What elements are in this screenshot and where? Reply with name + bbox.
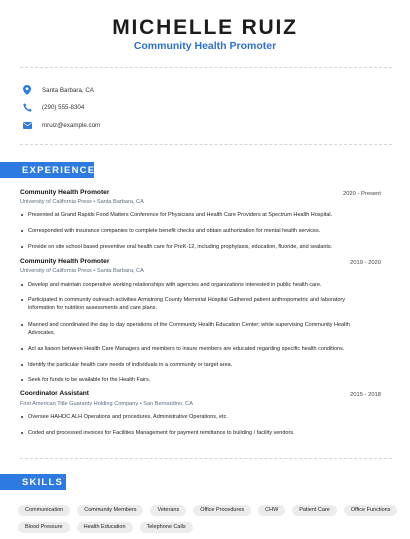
job-bullet: Coded and processed invoices for Facilities Management for payment remittance to building / facility vendors. xyxy=(28,429,368,437)
candidate-name: MICHELLE RUIZ xyxy=(112,16,298,39)
phone-icon xyxy=(22,102,32,112)
location-pin-icon xyxy=(22,85,32,95)
skills-heading: SKILLS xyxy=(0,474,66,490)
contact-email xyxy=(22,119,100,131)
experience-divider xyxy=(20,458,392,459)
job-organization: First American Title Guaranty Holding Company • San Bernardino, CA xyxy=(20,401,193,407)
job-bullet: Develop and maintain cooperative working relationships with agencies and organizations interested in public health care. xyxy=(28,281,368,289)
job-bullet: Oversee HAHOC ALH Operations and procedures, Administrative Operations, etc. xyxy=(28,413,368,421)
contact-phone xyxy=(22,101,84,113)
skill-chip: Communication xyxy=(18,505,70,516)
skills-row xyxy=(18,522,398,533)
contact-location xyxy=(22,84,94,96)
job-bullet: Corresponded with insurance companies to complete benefit checks and obtain authorization for mental health services. xyxy=(28,227,368,235)
contact-divider xyxy=(20,144,392,145)
skill-chip: Health Education xyxy=(77,522,133,533)
job-organization: University of California Press • Santa Barbara, CA xyxy=(20,199,144,205)
skill-chip: Community Members xyxy=(77,505,143,516)
job-bullet: Act as liaison between Health Care Managers and members to insure members are educated regarding specific health conditions. xyxy=(28,345,368,353)
skill-chip: Blood Pressure xyxy=(18,522,70,533)
job-dates: 2015 - 2018 xyxy=(350,392,381,398)
job-bullet: Provide on site school based preventive oral health care for PreK-12, including prophylaxis, education, fluoride, and sealants. xyxy=(28,243,368,251)
skills-row xyxy=(18,505,398,516)
phone-text: (290) 555-8304 xyxy=(42,103,85,111)
job-bullet: Participated in community outreach activities Armstrong County Memorial Hospital Gathered patient anthropometric and laboratory information for nutrition assessments and care plans. xyxy=(28,296,358,313)
job-title: Community Health Promoter xyxy=(20,258,110,265)
job-title: Coordinator Assistant xyxy=(20,390,89,397)
header-divider xyxy=(20,67,392,68)
job-organization: University of California Press • Santa Barbara, CA xyxy=(20,268,144,274)
skill-chip: Telephone Calls xyxy=(140,522,193,533)
email-icon xyxy=(22,120,32,130)
job-title: Community Health Promoter xyxy=(20,189,110,196)
location-text: Santa Barbara, CA xyxy=(42,86,94,94)
experience-heading: EXPERIENCE xyxy=(0,162,94,178)
skill-chip: Office Procedures xyxy=(193,505,251,516)
job-bullet: Seek for funds to be available for the Health Fairs. xyxy=(28,376,368,384)
skill-chip: CHW xyxy=(258,505,285,516)
job-bullet: Identify the particular health care needs of individuals in a community or target area. xyxy=(28,361,368,369)
email-text: mruiz@example.com xyxy=(42,121,101,129)
skills-list xyxy=(18,505,398,539)
candidate-role: Community Health Promoter xyxy=(133,40,277,52)
job-dates: 2020 - Present xyxy=(342,191,381,197)
job-dates: 2019 - 2020 xyxy=(350,260,381,266)
job-bullet: Presented at Grand Rapids Food Matters Conference for Physicians and Health Care Providers at Spectrum Health Hospital. xyxy=(28,211,368,219)
skill-chip: Patient Care xyxy=(292,505,337,516)
skill-chip: Office Functions xyxy=(344,505,398,516)
skill-chip: Veterans xyxy=(150,505,186,516)
job-bullet: Manned and coordinated the day to day operations of the Community Health Education Center; while supervising Community Health Advocates. xyxy=(28,321,358,338)
